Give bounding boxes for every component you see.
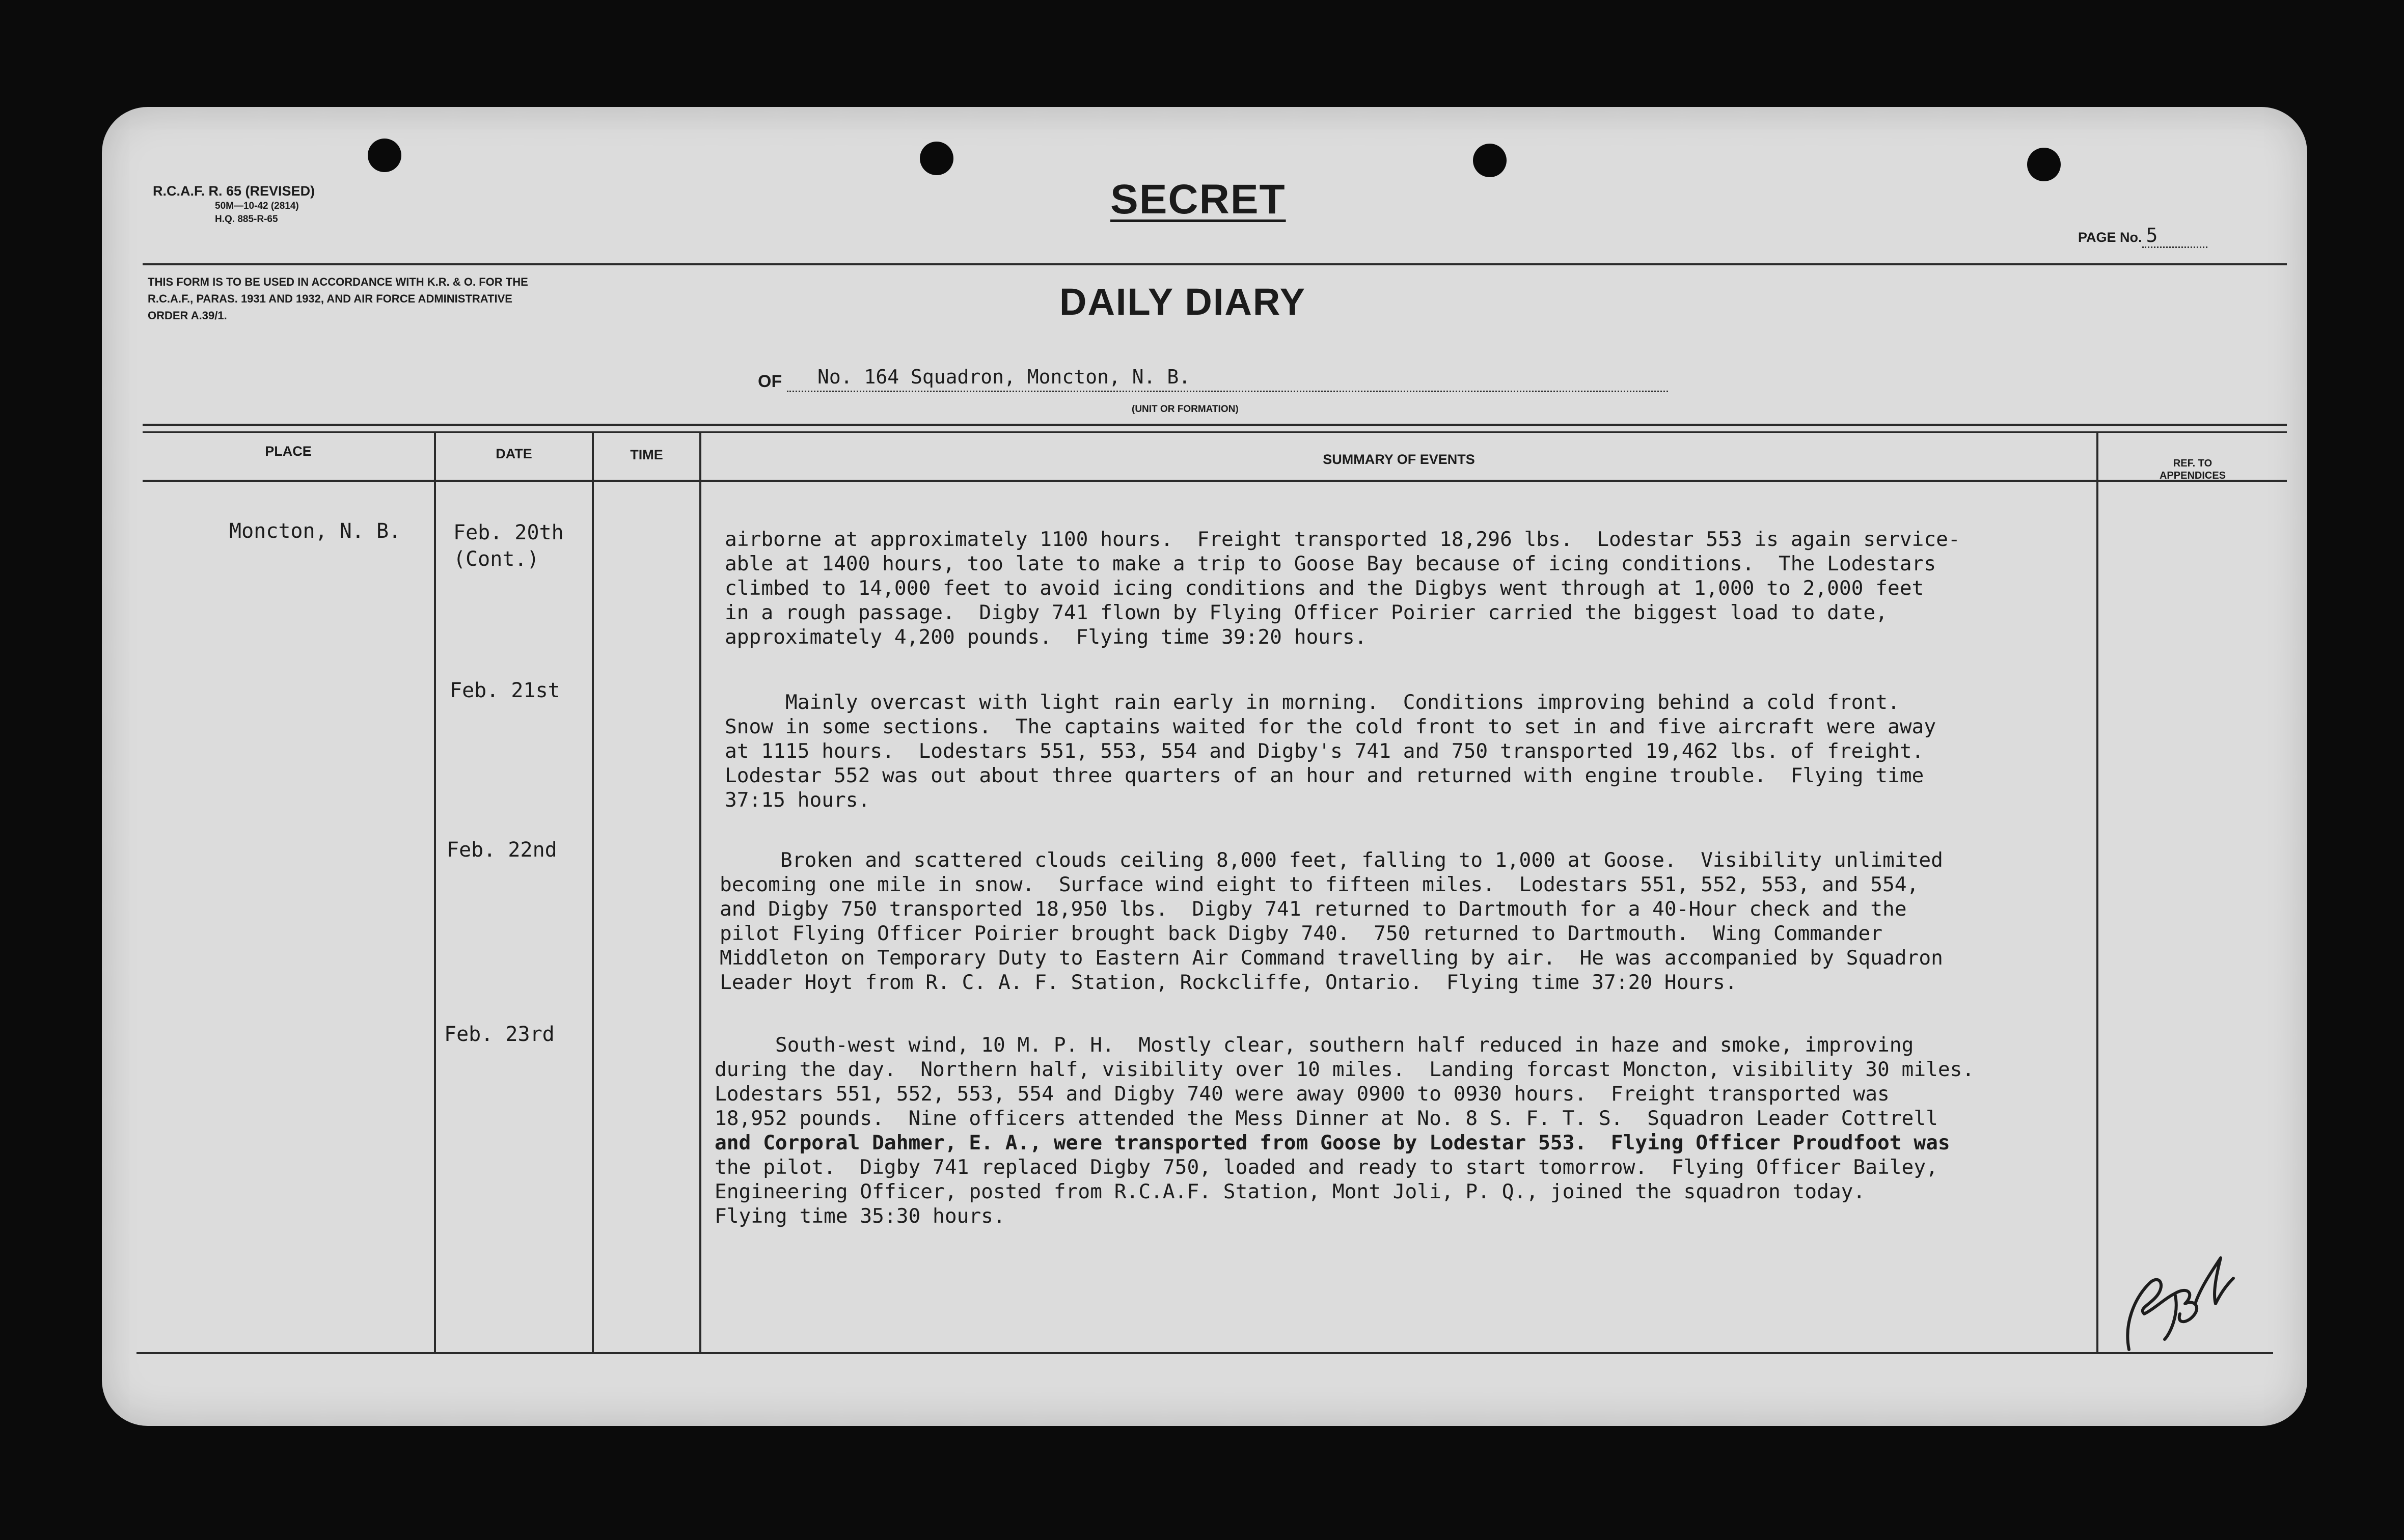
table-bottom-rule: [136, 1352, 2273, 1354]
unit-caption: (UNIT OR FORMATION): [1132, 404, 1239, 415]
entry-line: Snow in some sections. The captains waited for the cold front to set in and five aircraft were away: [725, 715, 1936, 738]
form-reference: R.C.A.F. R. 65 (REVISED): [153, 183, 315, 199]
form-hq-code: H.Q. 885-R-65: [215, 214, 278, 225]
ref-label-line1: REF. TO: [2173, 458, 2212, 469]
entry-line: Flying time 35:30 hours.: [715, 1204, 1005, 1228]
page-number: 5: [2142, 224, 2207, 248]
punch-hole-4: [2027, 148, 2061, 181]
entry-line: Broken and scattered clouds ceiling 8,000 feet, falling to 1,000 at Goose. Visibility unlimited: [720, 848, 1943, 872]
entry-line: 37:15 hours.: [725, 788, 870, 812]
entry-line: Engineering Officer, posted from R.C.A.F. Station, Mont Joli, P. Q., joined the squadron today.: [715, 1180, 1866, 1203]
entry-line: becoming one mile in snow. Surface wind eight to fifteen miles. Lodestars 551, 552, 553, and 554,: [720, 873, 1919, 896]
column-divider-1: [434, 433, 436, 1353]
initials-signature: [2119, 1238, 2241, 1360]
entry-line: able at 1400 hours, too late to make a trip to Goose Bay because of icing conditions. The Lodestars: [725, 552, 1936, 575]
entry-line: Lodestars 551, 552, 553, 554 and Digby 740 were away 0900 to 0930 hours. Freight transported was: [715, 1082, 1890, 1106]
entry-line: and Digby 750 transported 18,950 lbs. Digby 741 returned to Dartmouth for a 40-Hour check and the: [720, 897, 1907, 921]
entry-feb-23: [715, 1033, 2090, 1228]
entry-line: 18,952 pounds. Nine officers attended the Mess Dinner at No. 8 S. F. T. S. Squadron Leader Cottrell: [715, 1107, 1938, 1130]
entry-line: and Corporal Dahmer, E. A., were transported from Goose by Lodestar 553. Flying Officer Proudfoot was: [715, 1131, 1950, 1154]
of-label: OF: [758, 372, 782, 391]
classification-heading: SECRET: [1110, 176, 1286, 223]
entry-feb-20: [725, 527, 2100, 649]
form-usage-note: THIS FORM IS TO BE USED IN ACCORDANCE WITH K.R. & O. FOR THE R.C.A.F., PARAS. 1931 AND 1932, AND AIR FORCE ADMINISTRATIVE ORDER A.39/1.: [148, 276, 528, 322]
entry-feb-21: [725, 690, 2100, 812]
column-header-ref-appendices: [2098, 457, 2287, 482]
entry-line: the pilot. Digby 741 replaced Digby 750, loaded and ready to start tomorrow. Flying Officer Bailey,: [715, 1156, 1938, 1179]
punch-hole-2: [920, 142, 953, 175]
column-divider-3: [699, 433, 701, 1353]
form-reference-block: [153, 182, 315, 226]
table-top-rule-2: [143, 431, 2287, 433]
entry-line: pilot Flying Officer Poirier brought back Digby 740. 750 returned to Dartmouth. Wing Commander: [720, 922, 1882, 945]
entry-line: at 1115 hours. Lodestars 551, 553, 554 and Digby's 741 and 750 transported 19,462 lbs. of freight.: [725, 739, 1924, 763]
entry-feb-22: [720, 848, 2095, 995]
date-line: Feb. 20th: [453, 521, 564, 544]
table-top-rule: [143, 424, 2287, 426]
column-header-summary: SUMMARY OF EVENTS: [1323, 452, 1475, 467]
column-header-date: DATE: [496, 446, 532, 461]
form-print-code: 50M—10-42 (2814): [215, 201, 299, 211]
page-title: DAILY DIARY: [1059, 281, 1306, 323]
punch-hole-3: [1473, 144, 1507, 177]
date-feb-22: Feb. 22nd: [447, 838, 557, 862]
entry-line: Mainly overcast with light rain early in morning. Conditions improving behind a cold front.: [725, 691, 1900, 714]
header-rule: [143, 263, 2287, 265]
entry-line: climbed to 14,000 feet to avoid icing conditions and the Digbys went through at 1,000 to 2,000 feet: [725, 576, 1924, 600]
date-feb-21: Feb. 21st: [450, 679, 560, 702]
ref-label-line2: APPENDICES: [2159, 470, 2226, 481]
column-header-place: PLACE: [265, 444, 312, 459]
unit-name: No. 164 Squadron, Moncton, N. B.: [787, 366, 1668, 392]
entry-line: Middleton on Temporary Duty to Eastern Air Command travelling by air. He was accompanied by Squadron: [720, 946, 1943, 970]
column-header-time: TIME: [630, 447, 663, 462]
entry-line: airborne at approximately 1100 hours. Freight transported 18,296 lbs. Lodestar 553 is again service-: [725, 528, 1960, 551]
entry-line: in a rough passage. Digby 741 flown by Flying Officer Poirier carried the biggest load to date,: [725, 601, 1888, 624]
entry-line: approximately 4,200 pounds. Flying time 39:20 hours.: [725, 625, 1367, 649]
place-value: Moncton, N. B.: [229, 519, 401, 543]
entry-line: Leader Hoyt from R. C. A. F. Station, Rockcliffe, Ontario. Flying time 37:20 Hours.: [720, 971, 1737, 994]
page-number-label: PAGE No.: [2078, 230, 2142, 245]
entry-line: Lodestar 552 was out about three quarters of an hour and returned with engine trouble. Flying time: [725, 764, 1924, 787]
date-feb-23: Feb. 23rd: [444, 1023, 555, 1046]
date-continued: (Cont.): [453, 547, 539, 571]
header-bottom-rule: [143, 480, 2287, 482]
entry-line: South-west wind, 10 M. P. H. Mostly clear, southern half reduced in haze and smoke, improving: [715, 1033, 1914, 1057]
punch-hole-1: [368, 139, 401, 172]
date-feb-20: [453, 519, 564, 572]
column-divider-2: [592, 433, 594, 1353]
entry-line: during the day. Northern half, visibility over 10 miles. Landing forcast Moncton, visibility 30 miles.: [715, 1058, 1975, 1081]
page-number-block: [2078, 224, 2207, 248]
